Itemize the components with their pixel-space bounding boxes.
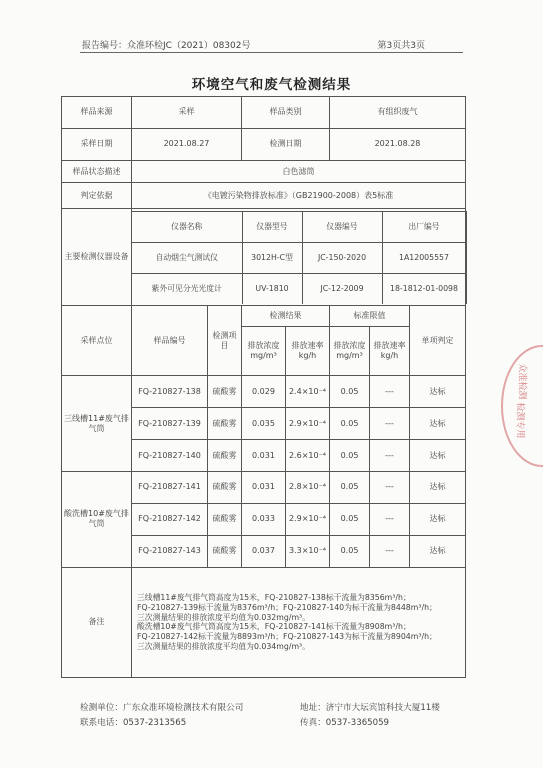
instrument-header-id: 仪器编号: [302, 211, 382, 242]
rate-cell: 2.9×10⁻⁴: [286, 408, 330, 440]
rate-cell: 2.9×10⁻⁴: [286, 503, 330, 535]
verdict-cell: 达标: [410, 535, 466, 567]
limit-rate-cell: ---: [370, 440, 410, 472]
limit-conc-cell: 0.05: [330, 440, 370, 472]
instrument-cell: JC-12-2009: [302, 273, 382, 304]
limit-conc-header: 排放浓度 mg/m³: [330, 326, 370, 375]
limits-header: 标准限值: [330, 306, 410, 327]
analysis-date-label: 检测日期: [242, 128, 330, 160]
limit-rate-cell: ---: [370, 535, 410, 567]
item-cell: 硫酸雾: [208, 408, 242, 440]
results-table: [61, 96, 466, 678]
instrument-cell: 自动烟尘气测试仪: [132, 242, 242, 273]
footer-unit: 检测单位：广东众准环境检测技术有限公司: [80, 703, 244, 713]
verdict-cell: 达标: [410, 408, 466, 440]
rate-cell: 3.3×10⁻⁴: [286, 535, 330, 567]
sample-status-value: 白色滤筒: [132, 160, 466, 183]
limit-conc-cell: 0.05: [330, 472, 370, 504]
limit-conc-cell: 0.05: [330, 535, 370, 567]
item-cell: 硫酸雾: [208, 535, 242, 567]
sample-source-label: 样品来源: [62, 97, 132, 129]
sample-no-cell: FQ-210827-138: [132, 376, 208, 408]
verdict-cell: 达标: [410, 376, 466, 408]
instrument-cell: 18-1812-01-0098: [382, 273, 466, 304]
sample-type-value: 有组织废气: [330, 97, 466, 129]
page-number: 第3页共3页: [377, 41, 425, 51]
footer-fax: 传真：0537-3365059: [300, 718, 390, 728]
instrument-cell: 3012H-C型: [242, 242, 302, 273]
limit-rate-cell: ---: [370, 472, 410, 504]
notes-line: 三次测量结果的排放浓度平均值为0.032mg/m³。: [137, 612, 310, 622]
instrument-header-serial: 出厂编号: [382, 211, 466, 242]
limit-rate-cell: ---: [370, 408, 410, 440]
seal-text-top: 众准检测: [516, 363, 527, 400]
instruments-cell: [132, 209, 466, 306]
verdict-header: 单项判定: [410, 306, 466, 376]
verdict-cell: 达标: [410, 440, 466, 472]
results-header: 检测结果: [242, 306, 330, 327]
notes-line: FQ-210827-139标干流量为8376m³/h；FQ-210827-140为标干流量为8448m³/h；: [137, 602, 437, 612]
conc-cell: 0.035: [242, 408, 286, 440]
conc-cell: 0.029: [242, 376, 286, 408]
sample-no-header: 样品编号: [132, 306, 208, 376]
limit-conc-cell: 0.05: [330, 376, 370, 408]
limit-conc-cell: 0.05: [330, 503, 370, 535]
notes-line: 三线槽11#废气排气筒高度为15米，FQ-210827-138标干流量为8356m³/h；: [137, 593, 411, 603]
conc-cell: 0.031: [242, 440, 286, 472]
sampling-date-value: 2021.08.27: [132, 128, 242, 160]
rate-cell: 2.8×10⁻⁴: [286, 472, 330, 504]
footer-address: 地址：济宁市大坛宾馆科技大厦11楼: [300, 703, 440, 713]
instrument-header-model: 仪器型号: [242, 211, 302, 242]
verdict-cell: 达标: [410, 472, 466, 504]
instrument-cell: 1A12005557: [382, 242, 466, 273]
instrument-cell: UV-1810: [242, 273, 302, 304]
notes-line: 酸洗槽10#废气排气筒高度为15米，FQ-210827-141标干流量为8908m³/h；: [137, 622, 411, 632]
conc-cell: 0.037: [242, 535, 286, 567]
verdict-cell: 达标: [410, 503, 466, 535]
sample-no-cell: FQ-210827-140: [132, 440, 208, 472]
instrument-cell: JC-150-2020: [302, 242, 382, 273]
basis-value: 《电镀污染物排放标准》（GB21900-2008）表5标准: [132, 183, 466, 209]
page-title: 环境空气和废气检测结果: [191, 77, 352, 93]
instrument-cell: 紫外可见分光光度计: [132, 273, 242, 304]
notes-label: 备注: [62, 567, 132, 677]
conc-cell: 0.031: [242, 472, 286, 504]
sample-type-label: 样品类别: [242, 97, 330, 129]
rate-cell: 2.6×10⁻⁴: [286, 440, 330, 472]
notes-line: 三次测量结果的排放浓度平均值为0.034mg/m³。: [137, 641, 310, 651]
conc-header: 排放浓度 mg/m³: [242, 326, 286, 375]
location-cell: 酸洗槽10#废气排气筒: [62, 472, 132, 568]
report-number: 报告编号：众准环检JC（2021）08302号: [82, 41, 251, 51]
item-header: 检测项目: [208, 306, 242, 376]
location-header: 采样点位: [62, 306, 132, 376]
sample-no-cell: FQ-210827-141: [132, 472, 208, 504]
rate-cell: 2.4×10⁻⁴: [286, 376, 330, 408]
limit-rate-header: 排放速率 kg/h: [370, 326, 410, 375]
limit-conc-cell: 0.05: [330, 408, 370, 440]
seal-text-bottom: 检测专用: [514, 402, 525, 439]
basis-label: 判定依据: [62, 183, 132, 209]
sample-status-label: 样品状态描述: [62, 160, 132, 183]
footer-phone: 联系电话：0537-2313565: [80, 718, 187, 728]
location-cell: 三线槽11#废气排气筒: [62, 376, 132, 472]
sampling-date-label: 采样日期: [62, 128, 132, 160]
sample-source-value: 采样: [132, 97, 242, 129]
sample-no-cell: FQ-210827-139: [132, 408, 208, 440]
instruments-label: 主要检测仪器设备: [62, 209, 132, 306]
instrument-header-name: 仪器名称: [132, 211, 242, 242]
sample-no-cell: FQ-210827-143: [132, 535, 208, 567]
limit-rate-cell: ---: [370, 503, 410, 535]
instruments-table: [132, 211, 467, 305]
header-divider: [80, 52, 463, 53]
notes-cell: [132, 567, 466, 677]
notes-line: FQ-210827-142标干流量为8893m³/h；FQ-210827-143为标干流量为8904m³/h；: [137, 632, 437, 642]
conc-cell: 0.033: [242, 503, 286, 535]
item-cell: 硫酸雾: [208, 503, 242, 535]
sample-no-cell: FQ-210827-142: [132, 503, 208, 535]
analysis-date-value: 2021.08.28: [330, 128, 466, 160]
limit-rate-cell: ---: [370, 376, 410, 408]
item-cell: 硫酸雾: [208, 376, 242, 408]
item-cell: 硫酸雾: [208, 472, 242, 504]
rate-header: 排放速率 kg/h: [286, 326, 330, 375]
item-cell: 硫酸雾: [208, 440, 242, 472]
